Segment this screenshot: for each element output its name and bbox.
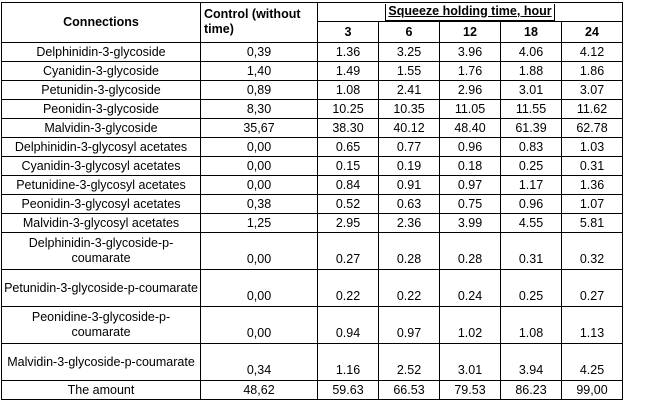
header-squeeze-label: Squeeze holding time, hour <box>385 4 554 21</box>
table-row <box>2 81 623 100</box>
compound-name-cell: Cyanidin-3-glycoside <box>2 62 201 81</box>
table-row <box>2 307 623 344</box>
hour-value-cell: 0.27 <box>562 270 623 307</box>
hour-value-cell: 0.75 <box>440 195 501 214</box>
hour-value-cell: 0.18 <box>440 157 501 176</box>
table-body <box>2 43 623 400</box>
compound-name-cell: Petunidine-3-glycosyl acetates <box>2 176 201 195</box>
header-hour-18: 18 <box>501 22 562 43</box>
hour-value-cell: 0.27 <box>318 233 379 270</box>
hour-value-cell: 0.77 <box>379 138 440 157</box>
control-value-cell: 1,40 <box>201 62 318 81</box>
hour-value-cell: 2.41 <box>379 81 440 100</box>
control-value-cell: 1,25 <box>201 214 318 233</box>
hour-value-cell: 61.39 <box>501 119 562 138</box>
hour-value-cell: 86.23 <box>501 381 562 400</box>
hour-value-cell: 1.86 <box>562 62 623 81</box>
hour-value-cell: 0.25 <box>501 270 562 307</box>
table-row <box>2 43 623 62</box>
hour-value-cell: 4.25 <box>562 344 623 381</box>
hour-value-cell: 3.01 <box>501 81 562 100</box>
compound-name-cell: Delphinidin-3-glycoside-p-coumarate <box>2 233 201 270</box>
hour-value-cell: 0.97 <box>379 307 440 344</box>
hour-value-cell: 3.96 <box>440 43 501 62</box>
hour-value-cell: 1.13 <box>562 307 623 344</box>
hour-value-cell: 0.25 <box>501 157 562 176</box>
hour-value-cell: 0.22 <box>379 270 440 307</box>
hour-value-cell: 79.53 <box>440 381 501 400</box>
hour-value-cell: 3.01 <box>440 344 501 381</box>
hour-value-cell: 5.81 <box>562 214 623 233</box>
hour-value-cell: 1.03 <box>562 138 623 157</box>
hour-value-cell: 0.96 <box>501 195 562 214</box>
compound-name-cell: Delphinidin-3-glycoside <box>2 43 201 62</box>
hour-value-cell: 4.12 <box>562 43 623 62</box>
hour-value-cell: 0.19 <box>379 157 440 176</box>
header-hour-6: 6 <box>379 22 440 43</box>
hour-value-cell: 0.65 <box>318 138 379 157</box>
header-hour-24: 24 <box>562 22 623 43</box>
header-control <box>201 3 318 43</box>
hour-value-cell: 2.52 <box>379 344 440 381</box>
hour-value-cell: 10.25 <box>318 100 379 119</box>
control-value-cell: 0,34 <box>201 344 318 381</box>
hour-value-cell: 3.07 <box>562 81 623 100</box>
hour-value-cell: 0.91 <box>379 176 440 195</box>
hour-value-cell: 0.84 <box>318 176 379 195</box>
compound-name-cell: Malvidin-3-glycoside <box>2 119 201 138</box>
table-row <box>2 270 623 307</box>
hour-value-cell: 10.35 <box>379 100 440 119</box>
compound-name-cell: Malvidin-3-glycosyl acetates <box>2 214 201 233</box>
hour-value-cell: 2.96 <box>440 81 501 100</box>
control-value-cell: 0,39 <box>201 43 318 62</box>
table-row <box>2 157 623 176</box>
hour-value-cell: 1.07 <box>562 195 623 214</box>
hour-value-cell: 1.08 <box>318 81 379 100</box>
control-value-cell: 0,00 <box>201 138 318 157</box>
hour-value-cell: 99,00 <box>562 381 623 400</box>
hour-value-cell: 4.55 <box>501 214 562 233</box>
table-row <box>2 214 623 233</box>
hour-value-cell: 3.94 <box>501 344 562 381</box>
table-row <box>2 381 623 400</box>
control-value-cell: 35,67 <box>201 119 318 138</box>
compound-name-cell: Peonidin-3-glycoside <box>2 100 201 119</box>
hour-value-cell: 2.95 <box>318 214 379 233</box>
hour-value-cell: 0.32 <box>562 233 623 270</box>
hour-value-cell: 48.40 <box>440 119 501 138</box>
hour-value-cell: 0.63 <box>379 195 440 214</box>
header-hour-12: 12 <box>440 22 501 43</box>
header-connections: Connections <box>2 3 201 43</box>
hour-value-cell: 0.97 <box>440 176 501 195</box>
compound-name-cell: The amount <box>2 381 201 400</box>
hour-value-cell: 1.36 <box>562 176 623 195</box>
compound-name-cell: Peonidin-3-glycosyl acetates <box>2 195 201 214</box>
control-value-cell: 0,89 <box>201 81 318 100</box>
hour-value-cell: 0.31 <box>501 233 562 270</box>
hour-value-cell: 0.96 <box>440 138 501 157</box>
hour-value-cell: 11.55 <box>501 100 562 119</box>
hour-value-cell: 0.28 <box>440 233 501 270</box>
hour-value-cell: 40.12 <box>379 119 440 138</box>
compound-name-cell: Cyanidin-3-glycosyl acetates <box>2 157 201 176</box>
hour-value-cell: 1.36 <box>318 43 379 62</box>
table-row <box>2 100 623 119</box>
hour-value-cell: 4.06 <box>501 43 562 62</box>
control-value-cell: 0,38 <box>201 195 318 214</box>
hour-value-cell: 11.05 <box>440 100 501 119</box>
hour-value-cell: 0.24 <box>440 270 501 307</box>
hour-value-cell: 2.36 <box>379 214 440 233</box>
hour-value-cell: 62.78 <box>562 119 623 138</box>
hour-value-cell: 66.53 <box>379 381 440 400</box>
anthocyanin-table <box>1 2 623 400</box>
table-row <box>2 344 623 381</box>
control-value-cell: 0,00 <box>201 307 318 344</box>
header-control-label: Control (without time) <box>204 7 301 36</box>
hour-value-cell: 0.94 <box>318 307 379 344</box>
compound-name-cell: Peonidine-3-glycoside-p-coumarate <box>2 307 201 344</box>
control-value-cell: 0,00 <box>201 233 318 270</box>
hour-value-cell: 0.15 <box>318 157 379 176</box>
hour-value-cell: 0.22 <box>318 270 379 307</box>
control-value-cell: 0,00 <box>201 176 318 195</box>
table-row <box>2 233 623 270</box>
hour-value-cell: 1.08 <box>501 307 562 344</box>
compound-name-cell: Petunidin-3-glycoside-p-coumarate <box>2 270 201 307</box>
table-row <box>2 195 623 214</box>
hour-value-cell: 0.31 <box>562 157 623 176</box>
control-value-cell: 0,00 <box>201 270 318 307</box>
hour-value-cell: 11.62 <box>562 100 623 119</box>
compound-name-cell: Malvidin-3-glycoside-p-coumarate <box>2 344 201 381</box>
hour-value-cell: 1.88 <box>501 62 562 81</box>
table-row <box>2 176 623 195</box>
hour-value-cell: 59.63 <box>318 381 379 400</box>
hour-value-cell: 0.52 <box>318 195 379 214</box>
hour-value-cell: 38.30 <box>318 119 379 138</box>
hour-value-cell: 1.76 <box>440 62 501 81</box>
compound-name-cell: Delphinidin-3-glycosyl acetates <box>2 138 201 157</box>
table-row <box>2 119 623 138</box>
hour-value-cell: 1.55 <box>379 62 440 81</box>
table-row <box>2 138 623 157</box>
hour-value-cell: 1.16 <box>318 344 379 381</box>
hour-value-cell: 1.49 <box>318 62 379 81</box>
hour-value-cell: 0.83 <box>501 138 562 157</box>
table-row <box>2 62 623 81</box>
compound-name-cell: Petunidin-3-glycoside <box>2 81 201 100</box>
hour-value-cell: 3.25 <box>379 43 440 62</box>
control-value-cell: 8,30 <box>201 100 318 119</box>
header-squeeze-time <box>318 3 623 22</box>
hour-value-cell: 1.02 <box>440 307 501 344</box>
hour-value-cell: 3.99 <box>440 214 501 233</box>
control-value-cell: 0,00 <box>201 157 318 176</box>
hour-value-cell: 1.17 <box>501 176 562 195</box>
control-value-cell: 48,62 <box>201 381 318 400</box>
hour-value-cell: 0.28 <box>379 233 440 270</box>
header-hour-3: 3 <box>318 22 379 43</box>
